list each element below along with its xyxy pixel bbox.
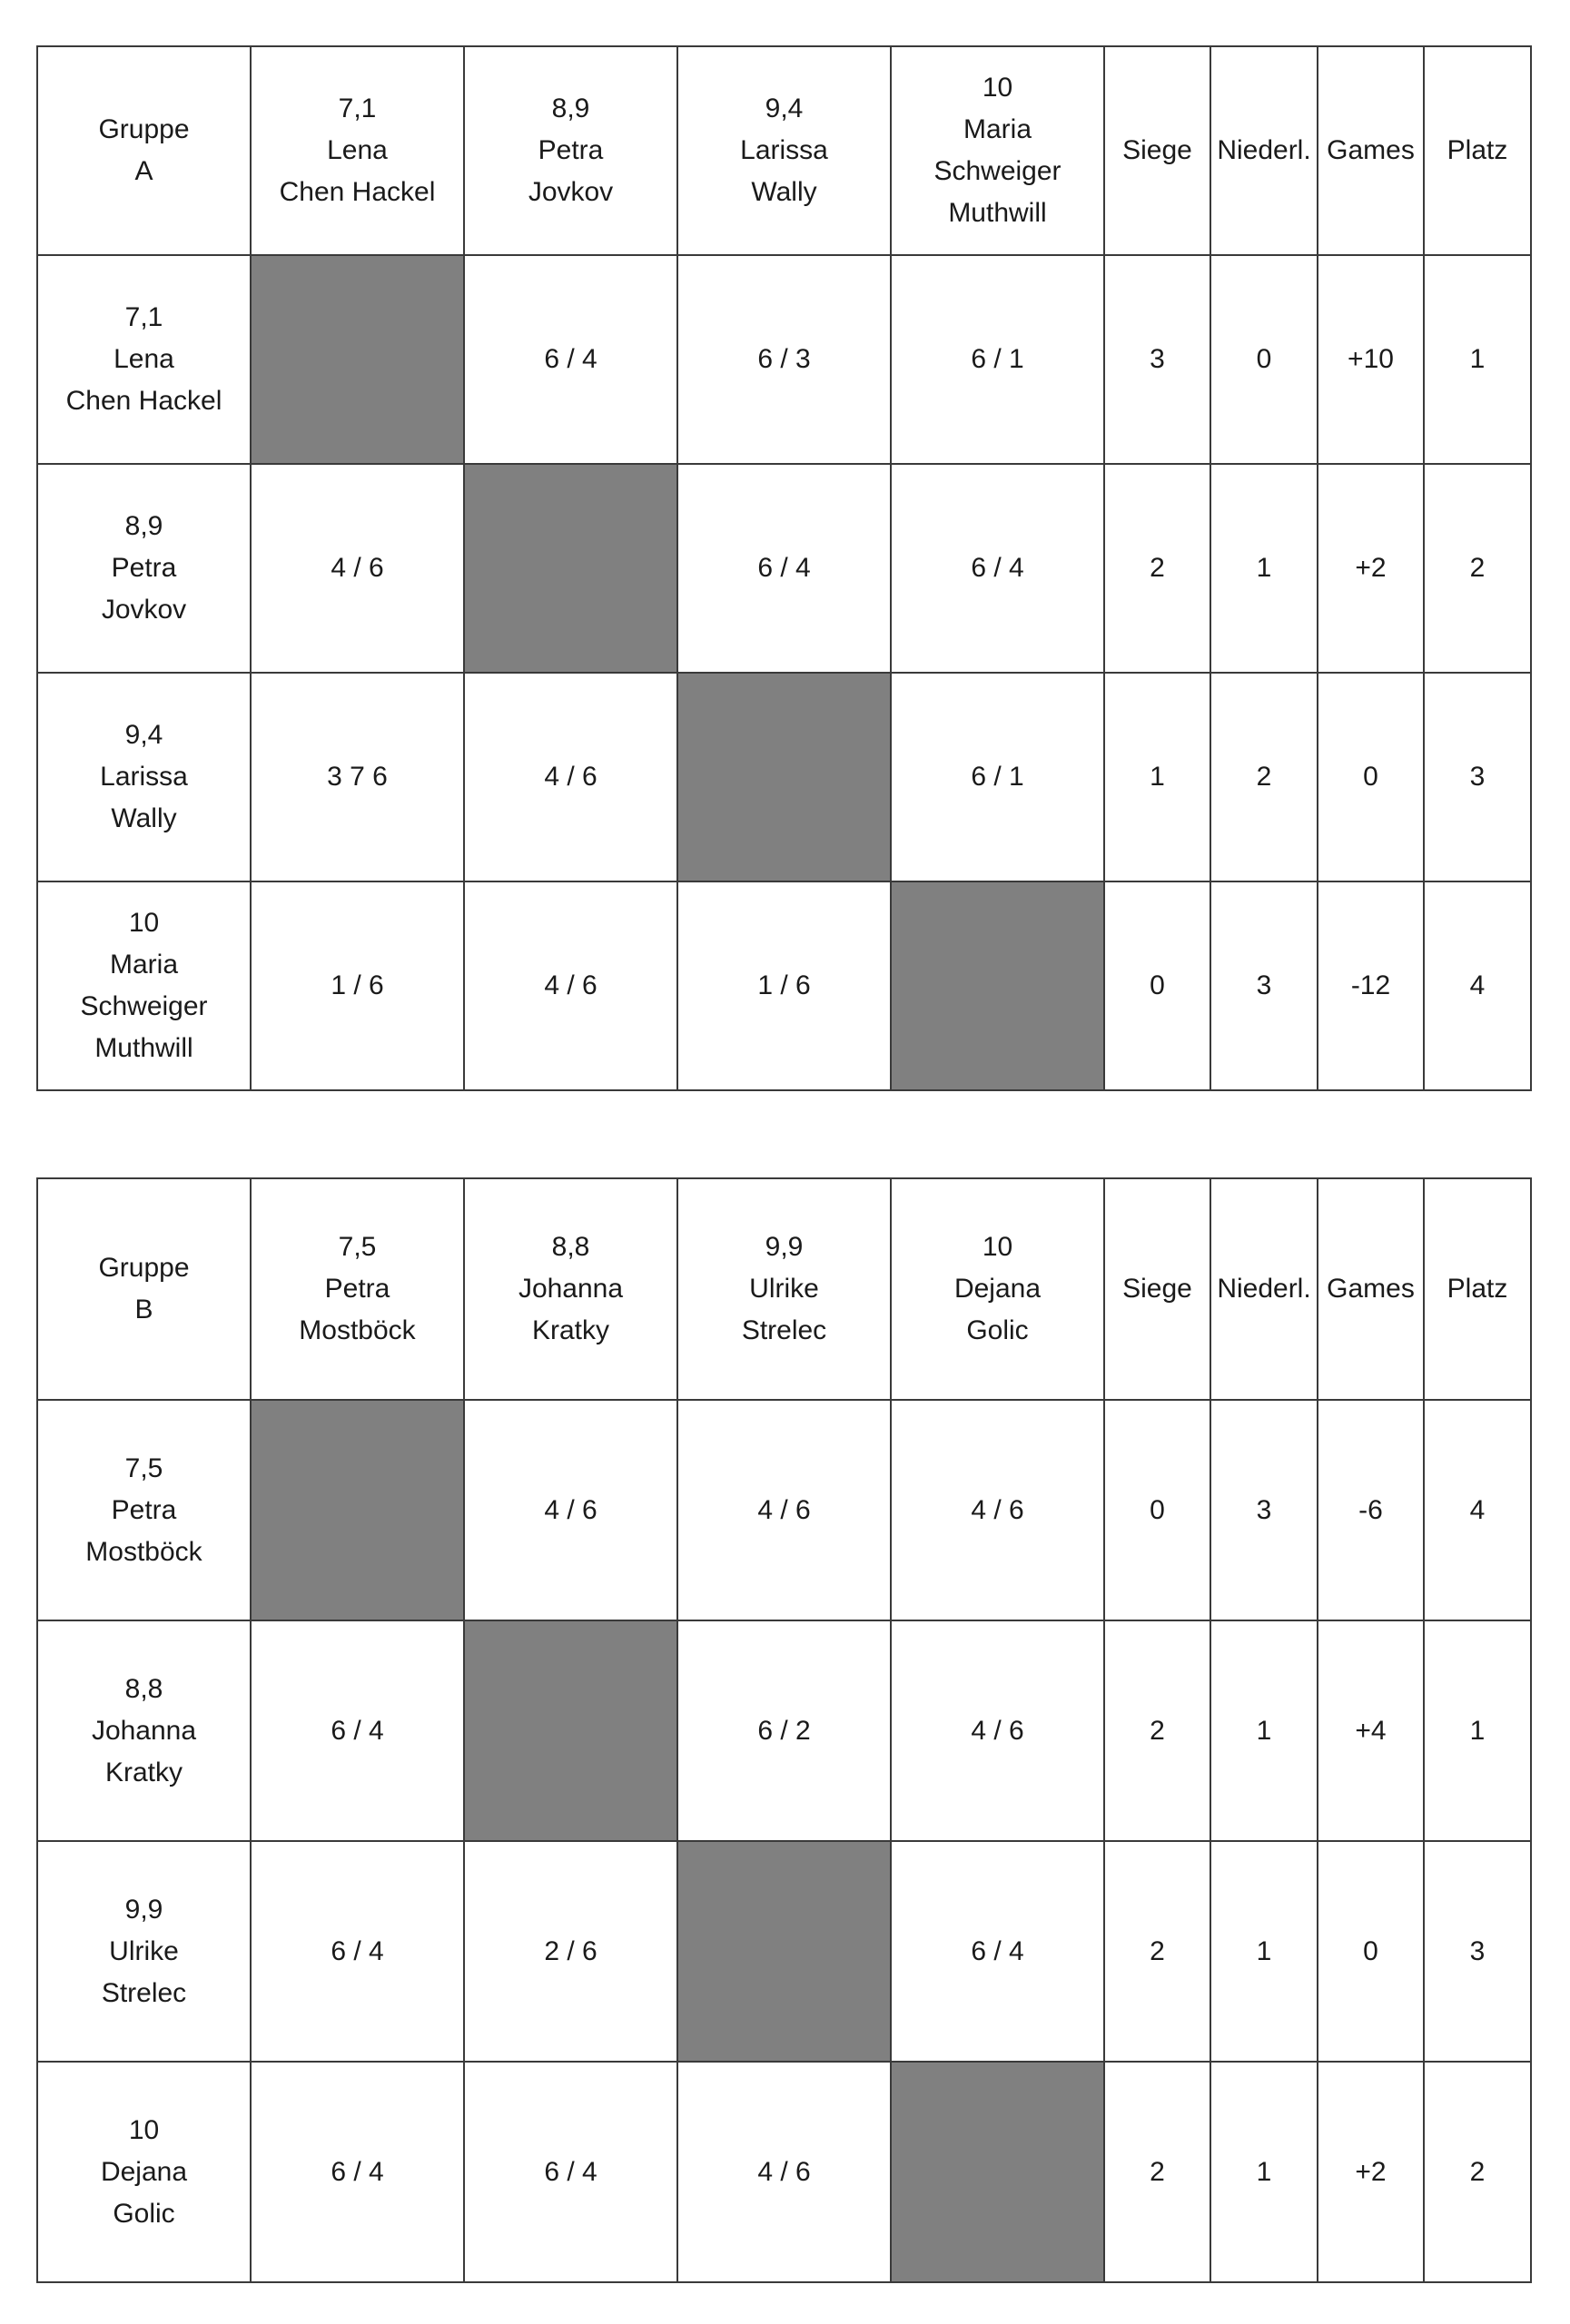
- diagonal-cell: [677, 673, 891, 881]
- platz-value: 4: [1424, 1400, 1531, 1620]
- match-result: 4 / 6: [464, 673, 677, 881]
- player-header: 7,5 Petra Mostböck: [251, 1178, 464, 1400]
- table-row: [37, 1841, 1531, 2062]
- siege-value: 0: [1104, 1400, 1210, 1620]
- stat-header-niederl: Niederl.: [1210, 46, 1318, 255]
- match-result: 6 / 4: [251, 1841, 464, 2062]
- match-result: 6 / 4: [464, 255, 677, 464]
- games-value: +2: [1318, 2062, 1424, 2282]
- stat-header-games: Games: [1318, 1178, 1424, 1400]
- player-row-label: 8,8 Johanna Kratky: [37, 1620, 251, 1841]
- match-result: 6 / 1: [891, 673, 1104, 881]
- diagonal-cell: [464, 1620, 677, 1841]
- stat-header-platz: Platz: [1424, 46, 1531, 255]
- diagonal-cell: [251, 255, 464, 464]
- match-result: 2 / 6: [464, 1841, 677, 2062]
- stat-header-siege: Siege: [1104, 46, 1210, 255]
- player-header: 9,9 Ulrike Strelec: [677, 1178, 891, 1400]
- games-value: -12: [1318, 881, 1424, 1090]
- siege-value: 2: [1104, 1841, 1210, 2062]
- player-row-label: 8,9 Petra Jovkov: [37, 464, 251, 673]
- match-result: 6 / 4: [891, 464, 1104, 673]
- match-result: 6 / 3: [677, 255, 891, 464]
- games-value: 0: [1318, 1841, 1424, 2062]
- siege-value: 2: [1104, 2062, 1210, 2282]
- platz-value: 1: [1424, 1620, 1531, 1841]
- table-row: [37, 2062, 1531, 2282]
- group-label: Gruppe A: [37, 46, 251, 255]
- games-value: -6: [1318, 1400, 1424, 1620]
- table-row: [37, 673, 1531, 881]
- match-result: 6 / 2: [677, 1620, 891, 1841]
- match-result: 4 / 6: [677, 1400, 891, 1620]
- niederl-value: 0: [1210, 255, 1318, 464]
- games-value: +10: [1318, 255, 1424, 464]
- player-row-label: 10 Dejana Golic: [37, 2062, 251, 2282]
- stat-header-games: Games: [1318, 46, 1424, 255]
- platz-value: 1: [1424, 255, 1531, 464]
- group-a-table: [36, 45, 1532, 1091]
- match-result: 1 / 6: [677, 881, 891, 1090]
- stat-header-siege: Siege: [1104, 1178, 1210, 1400]
- player-row-label: 9,4 Larissa Wally: [37, 673, 251, 881]
- match-result: 6 / 1: [891, 255, 1104, 464]
- match-result: 3 7 6: [251, 673, 464, 881]
- header-row: [37, 46, 1531, 255]
- siege-value: 2: [1104, 464, 1210, 673]
- match-result: 4 / 6: [677, 2062, 891, 2282]
- siege-value: 2: [1104, 1620, 1210, 1841]
- player-header: 9,4 Larissa Wally: [677, 46, 891, 255]
- table-row: [37, 255, 1531, 464]
- niederl-value: 1: [1210, 1620, 1318, 1841]
- table-row: [37, 464, 1531, 673]
- player-header: 10 Maria Schweiger Muthwill: [891, 46, 1104, 255]
- header-row: [37, 1178, 1531, 1400]
- diagonal-cell: [464, 464, 677, 673]
- platz-value: 4: [1424, 881, 1531, 1090]
- match-result: 6 / 4: [891, 1841, 1104, 2062]
- diagonal-cell: [891, 2062, 1104, 2282]
- siege-value: 0: [1104, 881, 1210, 1090]
- niederl-value: 2: [1210, 673, 1318, 881]
- match-result: 6 / 4: [251, 1620, 464, 1841]
- platz-value: 3: [1424, 1841, 1531, 2062]
- games-value: +2: [1318, 464, 1424, 673]
- stat-header-platz: Platz: [1424, 1178, 1531, 1400]
- player-header: 10 Dejana Golic: [891, 1178, 1104, 1400]
- platz-value: 2: [1424, 464, 1531, 673]
- player-row-label: 7,5 Petra Mostböck: [37, 1400, 251, 1620]
- games-value: 0: [1318, 673, 1424, 881]
- niederl-value: 3: [1210, 1400, 1318, 1620]
- match-result: 6 / 4: [464, 2062, 677, 2282]
- niederl-value: 1: [1210, 2062, 1318, 2282]
- diagonal-cell: [891, 881, 1104, 1090]
- stat-header-niederl: Niederl.: [1210, 1178, 1318, 1400]
- niederl-value: 3: [1210, 881, 1318, 1090]
- table-row: [37, 1620, 1531, 1841]
- match-result: 4 / 6: [891, 1620, 1104, 1841]
- table-row: [37, 881, 1531, 1090]
- match-result: 6 / 4: [251, 2062, 464, 2282]
- player-header: 8,9 Petra Jovkov: [464, 46, 677, 255]
- group-b-table: [36, 1177, 1532, 2283]
- diagonal-cell: [251, 1400, 464, 1620]
- player-row-label: 10 Maria Schweiger Muthwill: [37, 881, 251, 1090]
- games-value: +4: [1318, 1620, 1424, 1841]
- player-header: 7,1 Lena Chen Hackel: [251, 46, 464, 255]
- platz-value: 3: [1424, 673, 1531, 881]
- player-header: 8,8 Johanna Kratky: [464, 1178, 677, 1400]
- player-row-label: 7,1 Lena Chen Hackel: [37, 255, 251, 464]
- group-label: Gruppe B: [37, 1178, 251, 1400]
- match-result: 4 / 6: [464, 1400, 677, 1620]
- siege-value: 3: [1104, 255, 1210, 464]
- match-result: 1 / 6: [251, 881, 464, 1090]
- match-result: 4 / 6: [464, 881, 677, 1090]
- table-row: [37, 1400, 1531, 1620]
- niederl-value: 1: [1210, 1841, 1318, 2062]
- match-result: 4 / 6: [891, 1400, 1104, 1620]
- platz-value: 2: [1424, 2062, 1531, 2282]
- player-row-label: 9,9 Ulrike Strelec: [37, 1841, 251, 2062]
- match-result: 6 / 4: [677, 464, 891, 673]
- diagonal-cell: [677, 1841, 891, 2062]
- siege-value: 1: [1104, 673, 1210, 881]
- match-result: 4 / 6: [251, 464, 464, 673]
- niederl-value: 1: [1210, 464, 1318, 673]
